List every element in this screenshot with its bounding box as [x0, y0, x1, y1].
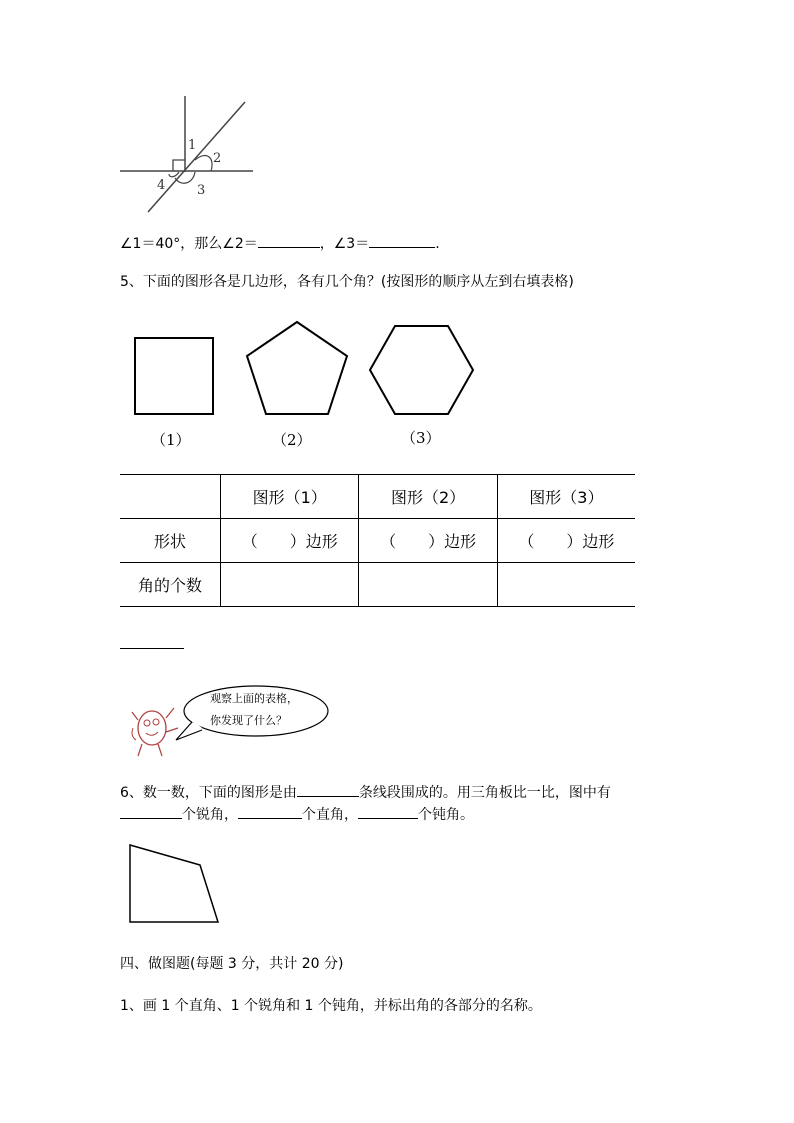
acute-text: 个锐角， [182, 807, 238, 823]
table-header-cell: 图形（3） [529, 488, 604, 507]
table-cell[interactable] [221, 563, 359, 607]
bubble-line-1: 观察上面的表格， [210, 692, 298, 705]
q6-prefix: 6、数一数，下面的图形是由 [120, 785, 297, 801]
right-blank[interactable] [238, 804, 302, 819]
segments-blank[interactable] [297, 782, 359, 797]
q6-line-2 [120, 804, 474, 824]
acute-blank[interactable] [120, 804, 182, 819]
table-cell[interactable]: （ ）边形 [359, 519, 497, 563]
angle-answer-mid: ，∠3＝ [319, 236, 370, 252]
angle2-blank[interactable] [258, 233, 320, 248]
section4-heading: 四、做图题(每题 3 分，共计 20 分) [120, 956, 344, 972]
shape-label-2: （2） [272, 431, 312, 449]
table-cell[interactable] [359, 563, 497, 607]
q6-line-1 [120, 782, 611, 802]
table-cell[interactable]: （ ）边形 [221, 519, 359, 563]
angle-label-2: 2 [213, 151, 222, 166]
table-cell[interactable]: （ ）边形 [518, 532, 615, 551]
shapes-figure [130, 316, 480, 421]
q5-question: 5、下面的图形各是几边形，各有几个角？(按图形的顺序从左到右填表格) [120, 274, 574, 290]
answer-blank-line[interactable] [120, 648, 184, 649]
angle-answer-suffix: . [435, 236, 440, 252]
pentagon-shape [247, 322, 347, 414]
table-header-cell: 图形（2） [359, 475, 497, 519]
table-header-row [120, 475, 635, 519]
angle3-blank[interactable] [369, 233, 435, 248]
angle-answer-line [120, 233, 440, 253]
table-header-cell: 图形（1） [221, 475, 359, 519]
table-row [120, 519, 635, 563]
quadrilateral-figure [122, 838, 224, 930]
obtuse-text: 个钝角。 [418, 807, 474, 823]
shape-table [120, 474, 635, 607]
shape-label-3: （3） [401, 429, 441, 447]
angle-label-4: 4 [157, 178, 166, 193]
row-label: 形状 [120, 519, 221, 563]
q6-suffix: 条线段围成的。用三角板比一比，图中有 [358, 785, 611, 801]
obtuse-blank[interactable] [358, 804, 418, 819]
angle-label-3: 3 [197, 183, 206, 198]
shape-label-1: （1） [151, 431, 191, 449]
table-cell[interactable] [497, 563, 635, 607]
table-header-cell [120, 475, 221, 519]
right-text: 个直角， [302, 807, 358, 823]
square-shape [135, 338, 213, 414]
angle-label-1: 1 [188, 138, 197, 153]
bubble-line-2: 你发现了什么？ [210, 714, 287, 727]
hexagon-shape [370, 326, 473, 414]
section4-q1: 1、画 1 个直角、1 个锐角和 1 个钝角，并标出角的各部分的名称。 [120, 998, 542, 1014]
row-label: 角的个数 [120, 563, 221, 607]
angle-figure [115, 92, 260, 217]
table-row [120, 563, 635, 607]
angle-answer-prefix: ∠1＝40°，那么∠2＝ [120, 236, 258, 252]
